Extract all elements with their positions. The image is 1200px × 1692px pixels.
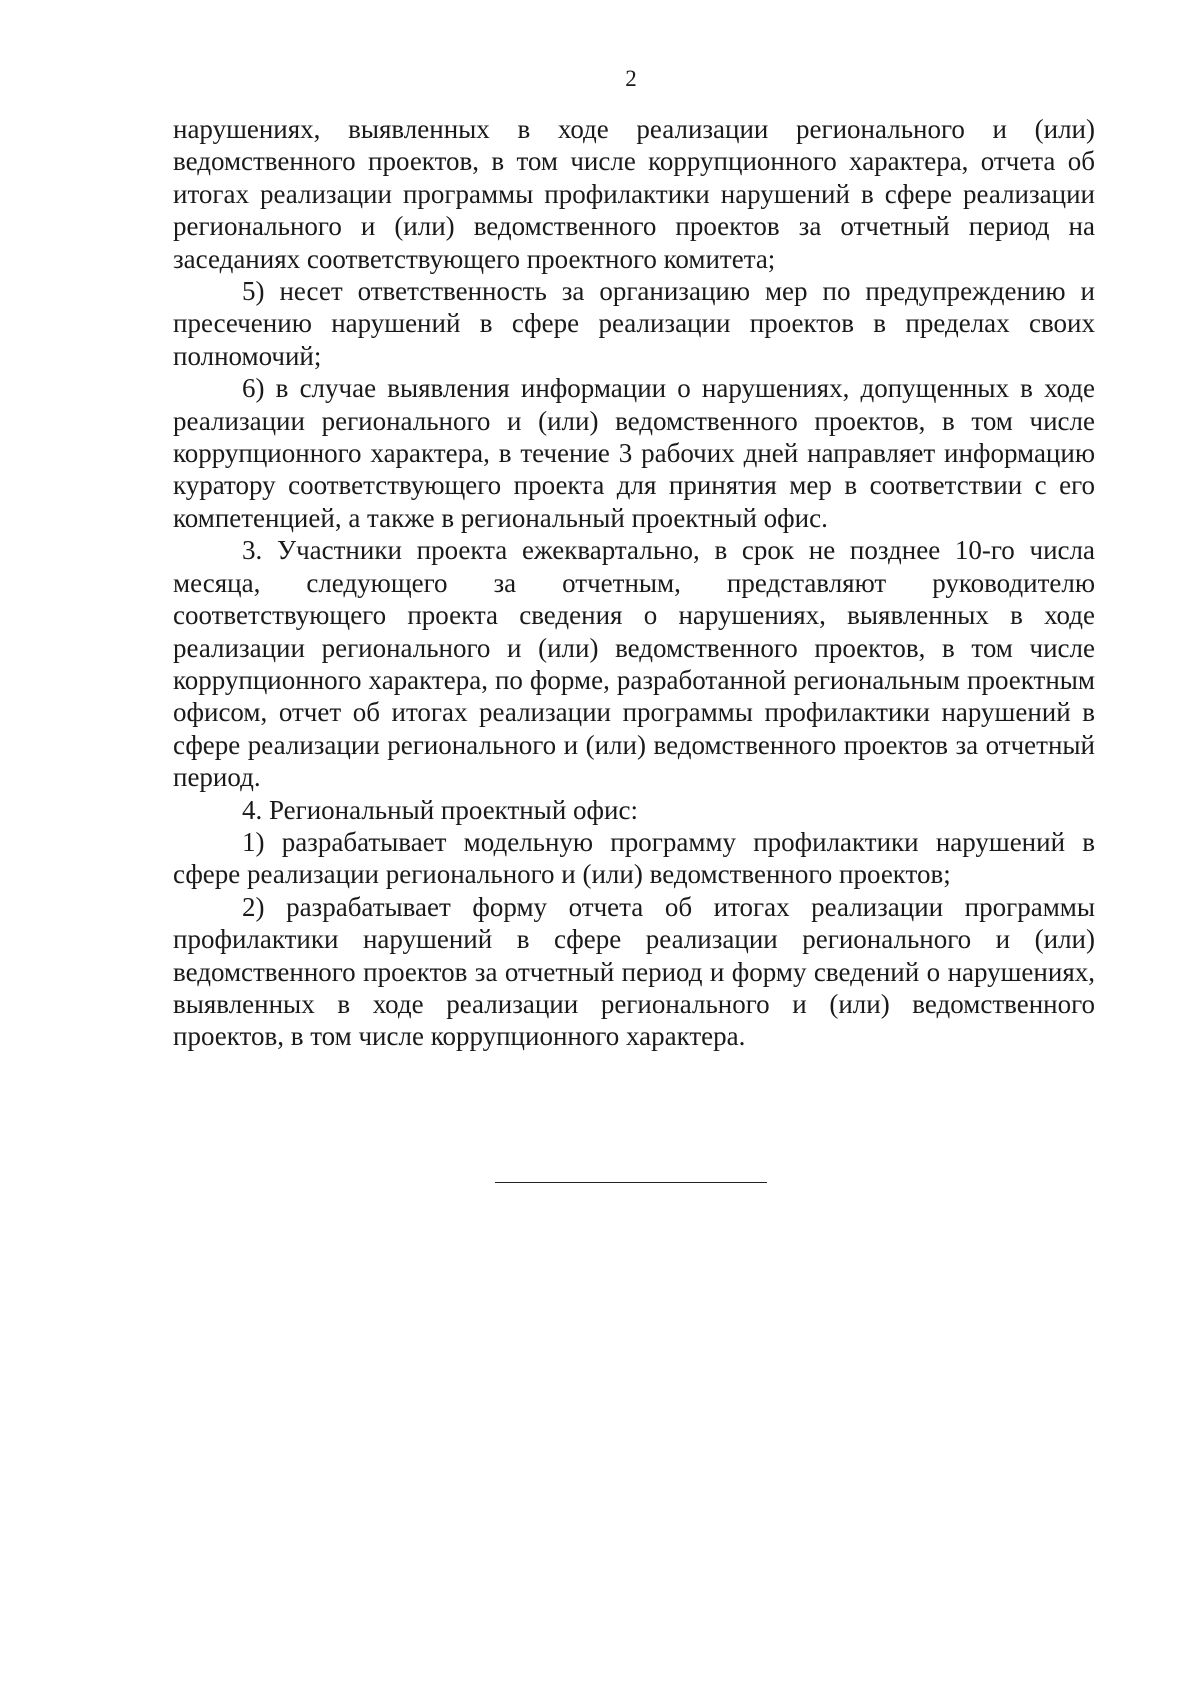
paragraph-item-2: 2) разрабатывает форму отчета об итогах реализации программы профилактики нарушений в сфере реализации регионального и (или) ведомственного проектов за отчетный период и форму сведений о нарушениях, выявленных в ходе реализации регионального и (или) ведомственного проектов, в том числе коррупционного характера. (173, 891, 1095, 1052)
paragraph-item-5: 5) несет ответственность за организацию мер по предупреждению и пресечению нарушений в сфере реализации проектов в пределах своих полномочий; (173, 276, 1095, 371)
paragraph-item-1: 1) разрабатывает модельную программу профилактики нарушений в сфере реализации регионального и (или) ведомственного проектов; (173, 826, 1095, 890)
paragraph-item-6: 6) в случае выявления информации о нарушениях, допущенных в ходе реализации регионального и (или) ведомственного проектов, в том числе коррупционного характера, в течение 3 рабочих дней направляет информацию куратору соответствующего проекта для принятия мер в соответствии с его компетенцией, а также в региональный проектный офис. (173, 373, 1095, 533)
paragraph-continuation: нарушениях, выявленных в ходе реализации регионального и (или) ведомственного проектов, в том числе коррупционного характера, отчета об итогах реализации программы профилактики нарушений в сфере реализации регионального и (или) ведомственного проектов за отчетный период на заседаниях соответствующего проектного комитета; (173, 114, 1095, 274)
paragraph-section-4: 4. Региональный проектный офис: (242, 794, 638, 825)
document-body (173, 113, 1095, 1053)
page-number: 2 (625, 66, 637, 91)
end-separator-line (495, 1182, 767, 1183)
paragraph-section-3: 3. Участники проекта ежеквартально, в срок не позднее 10-го числа месяца, следующего за отчетным, представляют руководителю соответствующего проекта сведения о нарушениях, выявленных в ходе реализации регионального и (или) ведомственного проектов, в том числе коррупционного характера, по форме, разработанной региональным проектным офисом, отчет об итогах реализации программы профилактики нарушений в сфере реализации регионального и (или) ведомственного проектов за отчетный период. (173, 535, 1095, 793)
